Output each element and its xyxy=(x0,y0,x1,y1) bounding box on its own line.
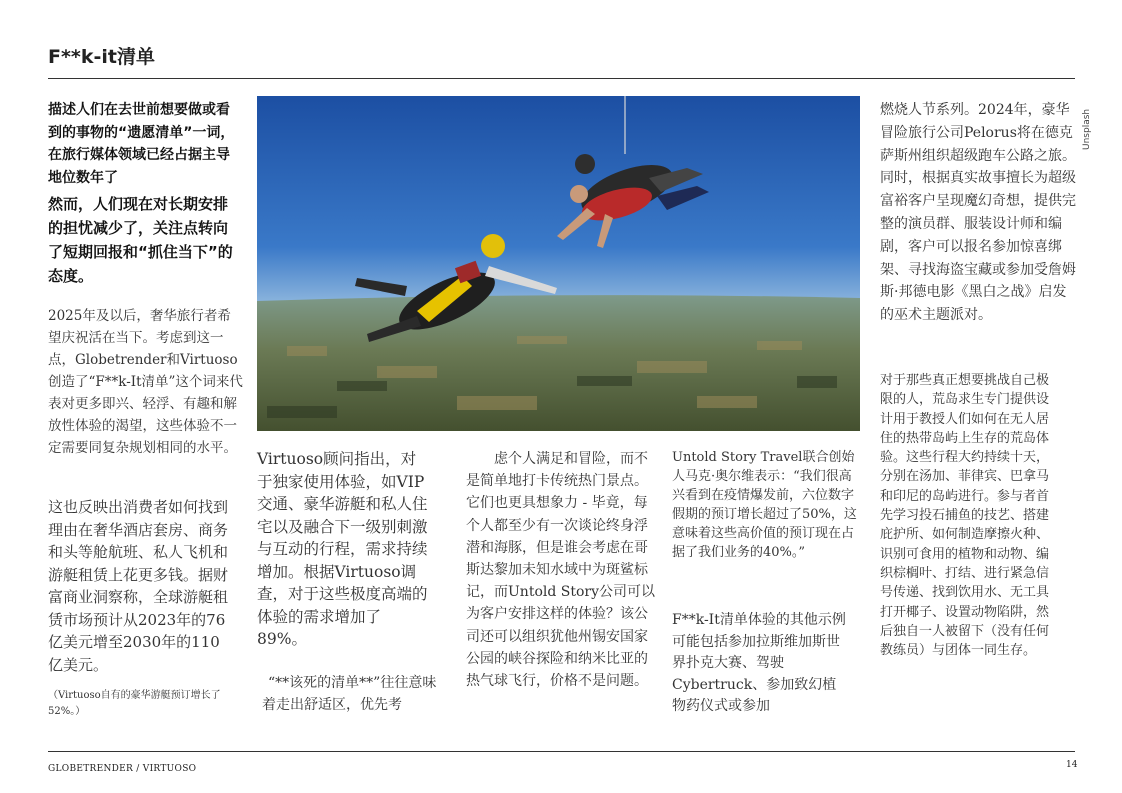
pull-quote: “**该死的清单**”往往意味着走出舒适区，优先考 xyxy=(262,675,437,713)
lead-paragraph-2: 然而，人们现在对长期安排的担忧减少了，关注点转向了短期回报和“抓住当下”的态度。 xyxy=(48,195,233,285)
skydiving-illustration xyxy=(257,96,860,431)
page-number: 14 xyxy=(1066,760,1078,770)
skydiving-photo xyxy=(257,96,860,431)
body-paragraph-col1-1: 2025年及以后，奢华旅行者希望庆祝活在当下。考虑到这一点，Globetrender和Virtuoso创造了“F**k-It清单”这个词来代表对更多即兴、轻浮、有趣和解放性体验的渴望，这些体验不一定需要同复杂规划相同的水平。 xyxy=(48,308,243,456)
body-paragraph-col4-1: Untold Story Travel联合创始人马克·奥尔维表示：“我们很高兴看到在疫情爆发前，六位数字假期的预订增长超过了50%，这意味着这些高价值的预订现在占据了我们业务的40%。” xyxy=(672,450,857,560)
body-paragraph-col5-2: 对于那些真正想要挑战自己极限的人，荒岛求生专门提供设计用于教授人们如何在无人居住的热带岛屿上生存的荒岛体验。这些行程大约持续十天，分别在汤加、菲律宾、巴拿马和印尼的岛屿进行。参与者首先学习投石捕鱼的技艺、搭建庇护所、如何制造摩擦火种、识别可食用的植物和动物、编织棕榈叶、打结、进行紧急信号传递、找到饮用水、无工具打开椰子、设置动物陷阱，然后独自一人被留下（没有任何教练员）与团体一同生存。 xyxy=(880,373,1050,659)
body-paragraph-col5-1: 燃烧人节系列。2024年，豪华冒险旅行公司Pelorus将在德克萨斯州组织超级跑车公路之旅。同时，根据真实故事擅长为超级富裕客户呈现魔幻奇想，提供完整的演员群、服装设计师和编剧，客户可以报名参加惊喜绑架、寻找海盗宝藏或参加受詹姆斯·邦德电影《黑白之战》启发的巫术主题派对。 xyxy=(880,102,1076,324)
footer-brand: GLOBETRENDER / VIRTUOSO xyxy=(48,764,197,774)
body-paragraph-col2-1: Virtuoso顾问指出，对于独家使用体验，如VIP交通、豪华游艇和私人住宅以及融合下一级别刺激与互动的行程，需求持续增加。根据Virtuoso调查，对于这些极度高端的体验的需求增加了89%。 xyxy=(257,450,428,648)
photo-credit: Unsplash xyxy=(1082,108,1092,150)
page-title: F**k-it清单 xyxy=(48,46,155,68)
top-divider xyxy=(48,78,1075,79)
lead-paragraph-1: 描述人们在去世前想要做或看到的事物的“遗愿清单”一词，在旅行媒体领域已经占据主导地位数年了 xyxy=(48,102,235,186)
body-paragraph-col3-1: 虑个人满足和冒险，而不是简单地打卡传统热门景点。它们也更具想象力 - 毕竟，每个人都至少有一次谈论终身浮潜和海豚，但是谁会考虑在哥斯达黎加未知水域中为斑鲨标记，而Untold Story公司可以为客户安排这样的体验？该公司还可以组织犹他州锡安国家公园的峡谷探险和纳米比亚的热气球飞行，价格不是问题。 xyxy=(466,451,656,690)
body-paragraph-col1-2: 这也反映出消费者如何找到理由在奢华酒店套房、商务和头等舱航班、私人飞机和游艇租赁上花更多钱。据财富商业洞察称，全球游艇租赁市场预计从2023年的76亿美元增至2030年的110亿美元。 xyxy=(48,498,229,674)
yacht-growth-note: （Virtuoso自有的豪华游艇预订增长了52%。） xyxy=(48,690,221,717)
body-paragraph-col4-2: F**k-It清单体验的其他示例可能包括参加拉斯维加斯世界扑克大赛、驾驶Cybertruck、参加致幻植物药仪式或参加 xyxy=(672,612,846,714)
bottom-divider xyxy=(48,751,1075,752)
